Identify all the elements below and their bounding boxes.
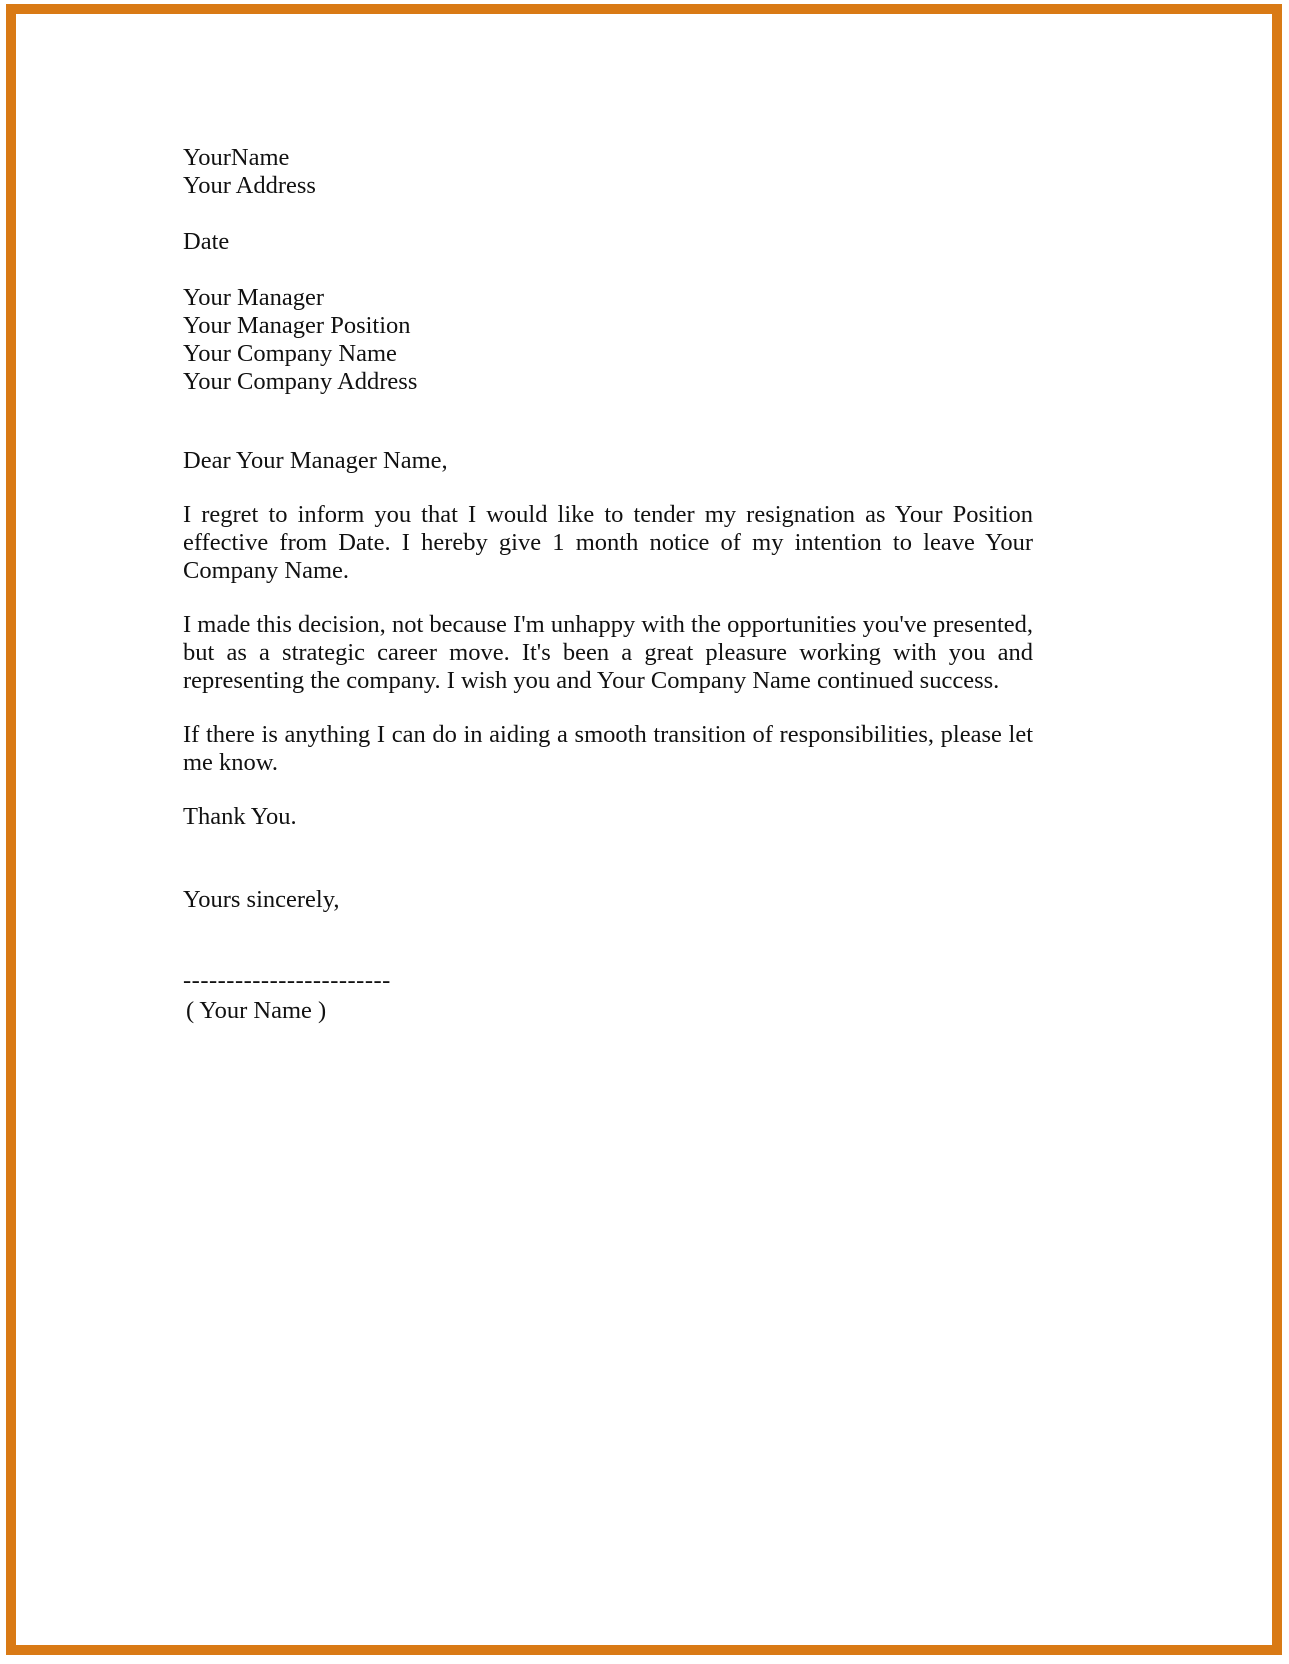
recipient-name: Your Manager bbox=[183, 283, 325, 311]
thanks-line: Thank You. bbox=[183, 802, 297, 830]
body-paragraph-1: I regret to inform you that I would like to tender my resignation as Your Position effective from Date. I hereby give 1 month notice of my intention to leave Your Company Name. bbox=[183, 501, 1033, 585]
spacer-after-salutation bbox=[183, 475, 1033, 501]
sender-block bbox=[183, 144, 1033, 200]
sender-name: YourName bbox=[183, 144, 290, 171]
date-block bbox=[183, 228, 1033, 256]
spacer-after-recipient bbox=[183, 395, 1033, 447]
signature-name: ( Your Name ) bbox=[186, 997, 327, 1025]
recipient-block bbox=[183, 284, 1033, 396]
body-paragraph-3: If there is anything I can do in aiding a smooth transition of responsibilities, please let me know. bbox=[183, 720, 1033, 776]
recipient-company: Your Company Name bbox=[183, 339, 397, 367]
spacer-after-paragraph-2 bbox=[183, 695, 1033, 721]
spacer-after-sender bbox=[183, 200, 1033, 228]
letter-body bbox=[183, 144, 1033, 1025]
spacer-before-signature bbox=[183, 914, 1033, 969]
sender-address: Your Address bbox=[183, 171, 316, 199]
closing-line: Yours sincerely, bbox=[183, 885, 340, 913]
spacer-after-paragraph-3 bbox=[183, 777, 1033, 803]
spacer-after-thanks bbox=[183, 831, 1033, 886]
signature-rule: ------------------------ bbox=[183, 966, 391, 994]
spacer-after-date bbox=[183, 256, 1033, 284]
date-line: Date bbox=[183, 227, 230, 255]
spacer-after-paragraph-1 bbox=[183, 585, 1033, 611]
body-paragraph-2: I made this decision, not because I'm unhappy with the opportunities you've presented, but as a strategic career move. It's been a great pleasure working with you and representing the company. I wish you and Your Company Name continued success. bbox=[183, 611, 1033, 694]
recipient-position: Your Manager Position bbox=[183, 311, 411, 339]
recipient-company-address: Your Company Address bbox=[183, 367, 418, 395]
salutation: Dear Your Manager Name, bbox=[183, 447, 448, 475]
